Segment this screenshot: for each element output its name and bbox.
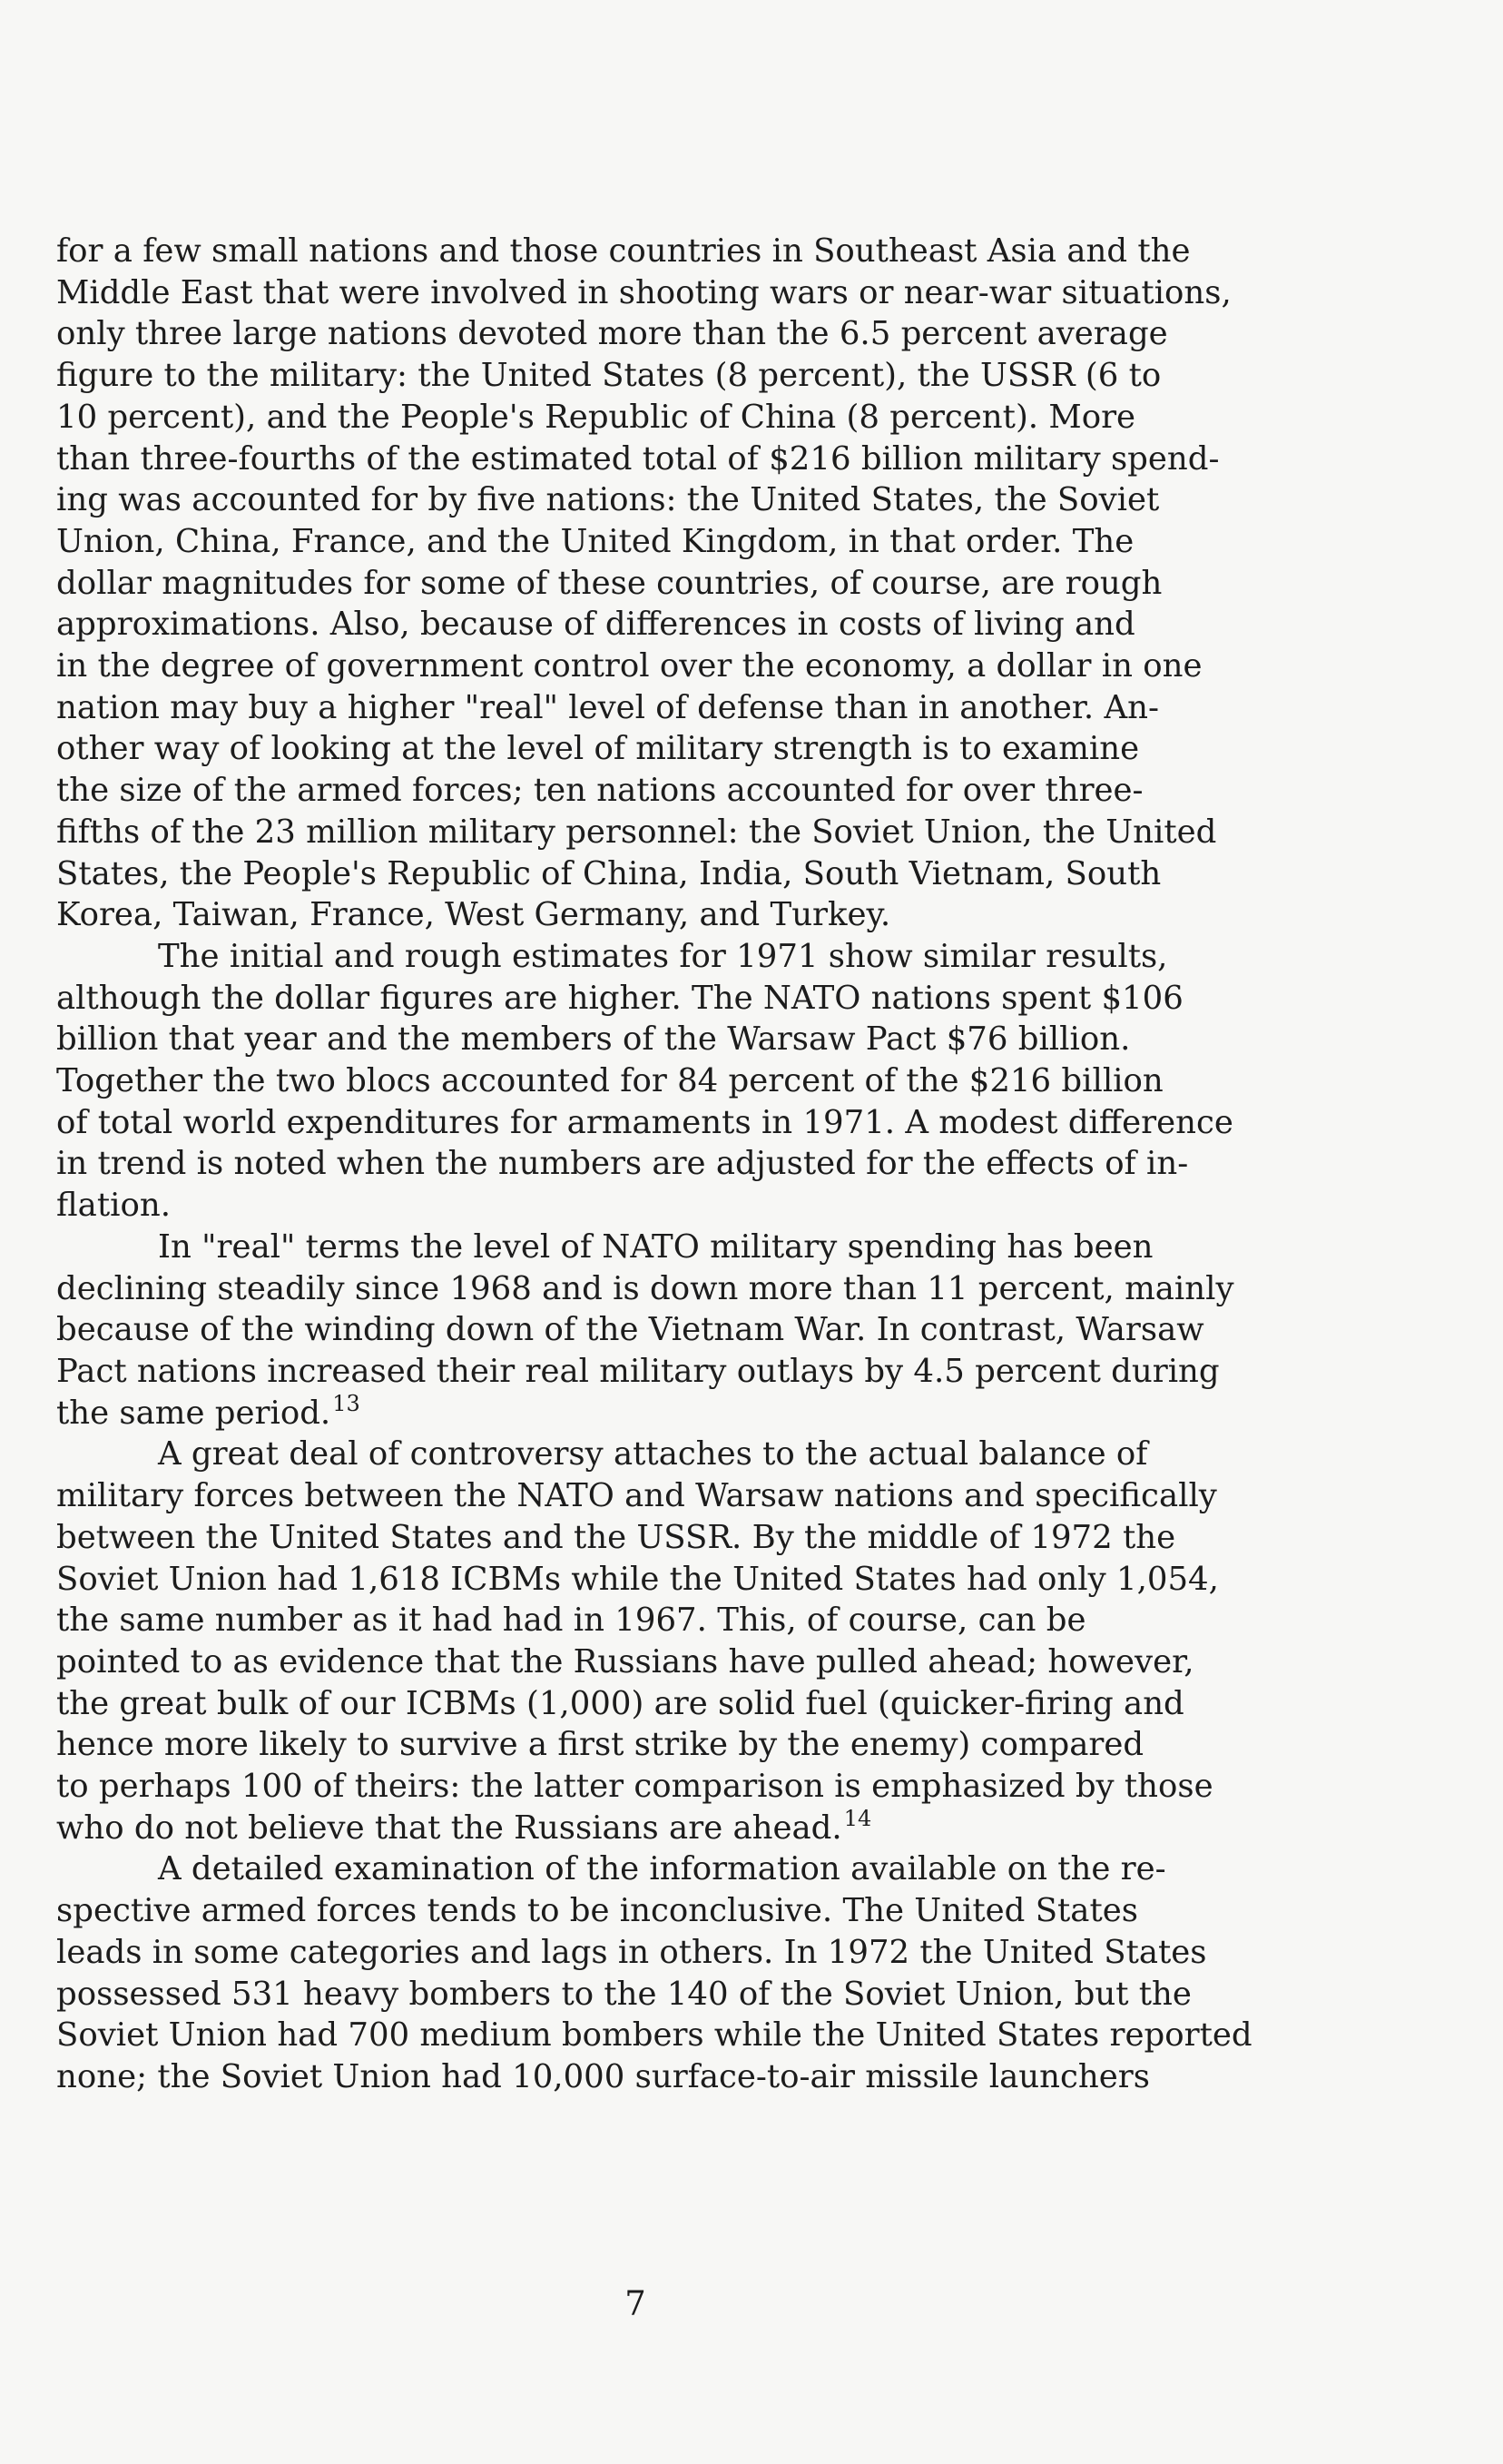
text-line: than three-fourths of the estimated total of $216 billion military spend- xyxy=(56,439,1220,478)
text-line: Korea, Taiwan, France, West Germany, and Turkey. xyxy=(56,896,891,934)
text-line: fifths of the 23 million military personnel: the Soviet Union, the United xyxy=(56,813,1217,851)
paragraph-start-line: In "real" terms the level of NATO military spending has been xyxy=(158,1227,1154,1266)
paragraph-start-line: The initial and rough estimates for 1971 show similar results, xyxy=(158,937,1168,975)
text-line: leads in some categories and lags in others. In 1972 the United States xyxy=(56,1933,1207,1971)
footnote-ref-14: 14 xyxy=(843,1805,872,1831)
text-line: for a few small nations and those countries in Southeast Asia and the xyxy=(56,232,1191,270)
text-line: Soviet Union had 1,618 ICBMs while the United States had only 1,054, xyxy=(56,1560,1219,1598)
text-line: figure to the military: the United States (8 percent), the USSR (6 to xyxy=(56,357,1162,395)
text-line: States, the People's Republic of China, India, South Vietnam, South xyxy=(56,854,1162,892)
text-line: the same number as it had had in 1967. This, of course, can be xyxy=(56,1602,1086,1640)
text-line: the great bulk of our ICBMs (1,000) are solid fuel (quicker-firing and xyxy=(56,1684,1184,1722)
text-line: ing was accounted for by five nations: the United States, the Soviet xyxy=(56,481,1160,519)
text-line-with-footnote xyxy=(56,1805,1345,1849)
footnote-ref-13: 13 xyxy=(332,1390,360,1416)
text-line: Together the two blocs accounted for 84 percent of the $216 billion xyxy=(56,1062,1164,1100)
text-line: billion that year and the members of the Warsaw Pact $76 billion. xyxy=(56,1020,1131,1059)
text-line: of total world expenditures for armaments in 1971. A modest difference xyxy=(56,1103,1233,1141)
text-line: although the dollar figures are higher. The NATO nations spent $106 xyxy=(56,979,1184,1017)
text-line: Soviet Union had 700 medium bombers while the United States reported xyxy=(56,2016,1252,2055)
text-line: none; the Soviet Union had 10,000 surface-to-air missile launchers xyxy=(56,2057,1150,2095)
text-line: nation may buy a higher "real" level of defense than in another. An- xyxy=(56,688,1159,726)
text-line: pointed to as evidence that the Russians have pulled ahead; however, xyxy=(56,1642,1194,1680)
text-line: only three large nations devoted more than the 6.5 percent average xyxy=(56,315,1168,353)
body-text xyxy=(56,231,1345,2098)
text-line: possessed 531 heavy bombers to the 140 of the Soviet Union, but the xyxy=(56,1975,1192,2013)
text-line: approximations. Also, because of differences in costs of living and xyxy=(56,606,1135,644)
text-line: military forces between the NATO and Warsaw nations and specifically xyxy=(56,1477,1217,1515)
page-number: 7 xyxy=(624,2284,646,2323)
text-line: dollar magnitudes for some of these countries, of course, are rough xyxy=(56,564,1163,602)
paragraph-start-line: A detailed examination of the information available on the re- xyxy=(158,1850,1166,1888)
text-line: the size of the armed forces; ten nations accounted for over three- xyxy=(56,772,1144,810)
text-line: between the United States and the USSR. By the middle of 1972 the xyxy=(56,1518,1176,1556)
text-line: other way of looking at the level of military strength is to examine xyxy=(56,730,1140,768)
text-line: 10 percent), and the People's Republic of China (8 percent). More xyxy=(56,398,1136,436)
text-line: hence more likely to survive a first strike by the enemy) compared xyxy=(56,1726,1144,1764)
paragraph-start-line: A great deal of controversy attaches to the actual balance of xyxy=(158,1435,1148,1473)
text-line-with-footnote xyxy=(56,1390,1345,1434)
text-line: in trend is noted when the numbers are adjusted for the effects of in- xyxy=(56,1145,1189,1183)
text-line: declining steadily since 1968 and is down more than 11 percent, mainly xyxy=(56,1269,1234,1307)
text-line: flation. xyxy=(56,1187,171,1225)
text-line: Pact nations increased their real military outlays by 4.5 percent during xyxy=(56,1352,1220,1390)
text-line: to perhaps 100 of theirs: the latter comparison is emphasized by those xyxy=(56,1768,1213,1806)
text-line: in the degree of government control over the economy, a dollar in one xyxy=(56,647,1203,685)
text-line: Union, China, France, and the United Kingdom, in that order. The xyxy=(56,522,1135,560)
text-line-content: who do not believe that the Russians are ahead. xyxy=(56,1809,842,1847)
text-line-content: the same period. xyxy=(56,1394,331,1432)
text-line: spective armed forces tends to be inconclusive. The United States xyxy=(56,1892,1138,1930)
text-line: Middle East that were involved in shooting wars or near-war situations, xyxy=(56,273,1232,311)
text-line: because of the winding down of the Vietnam War. In contrast, Warsaw xyxy=(56,1311,1204,1349)
